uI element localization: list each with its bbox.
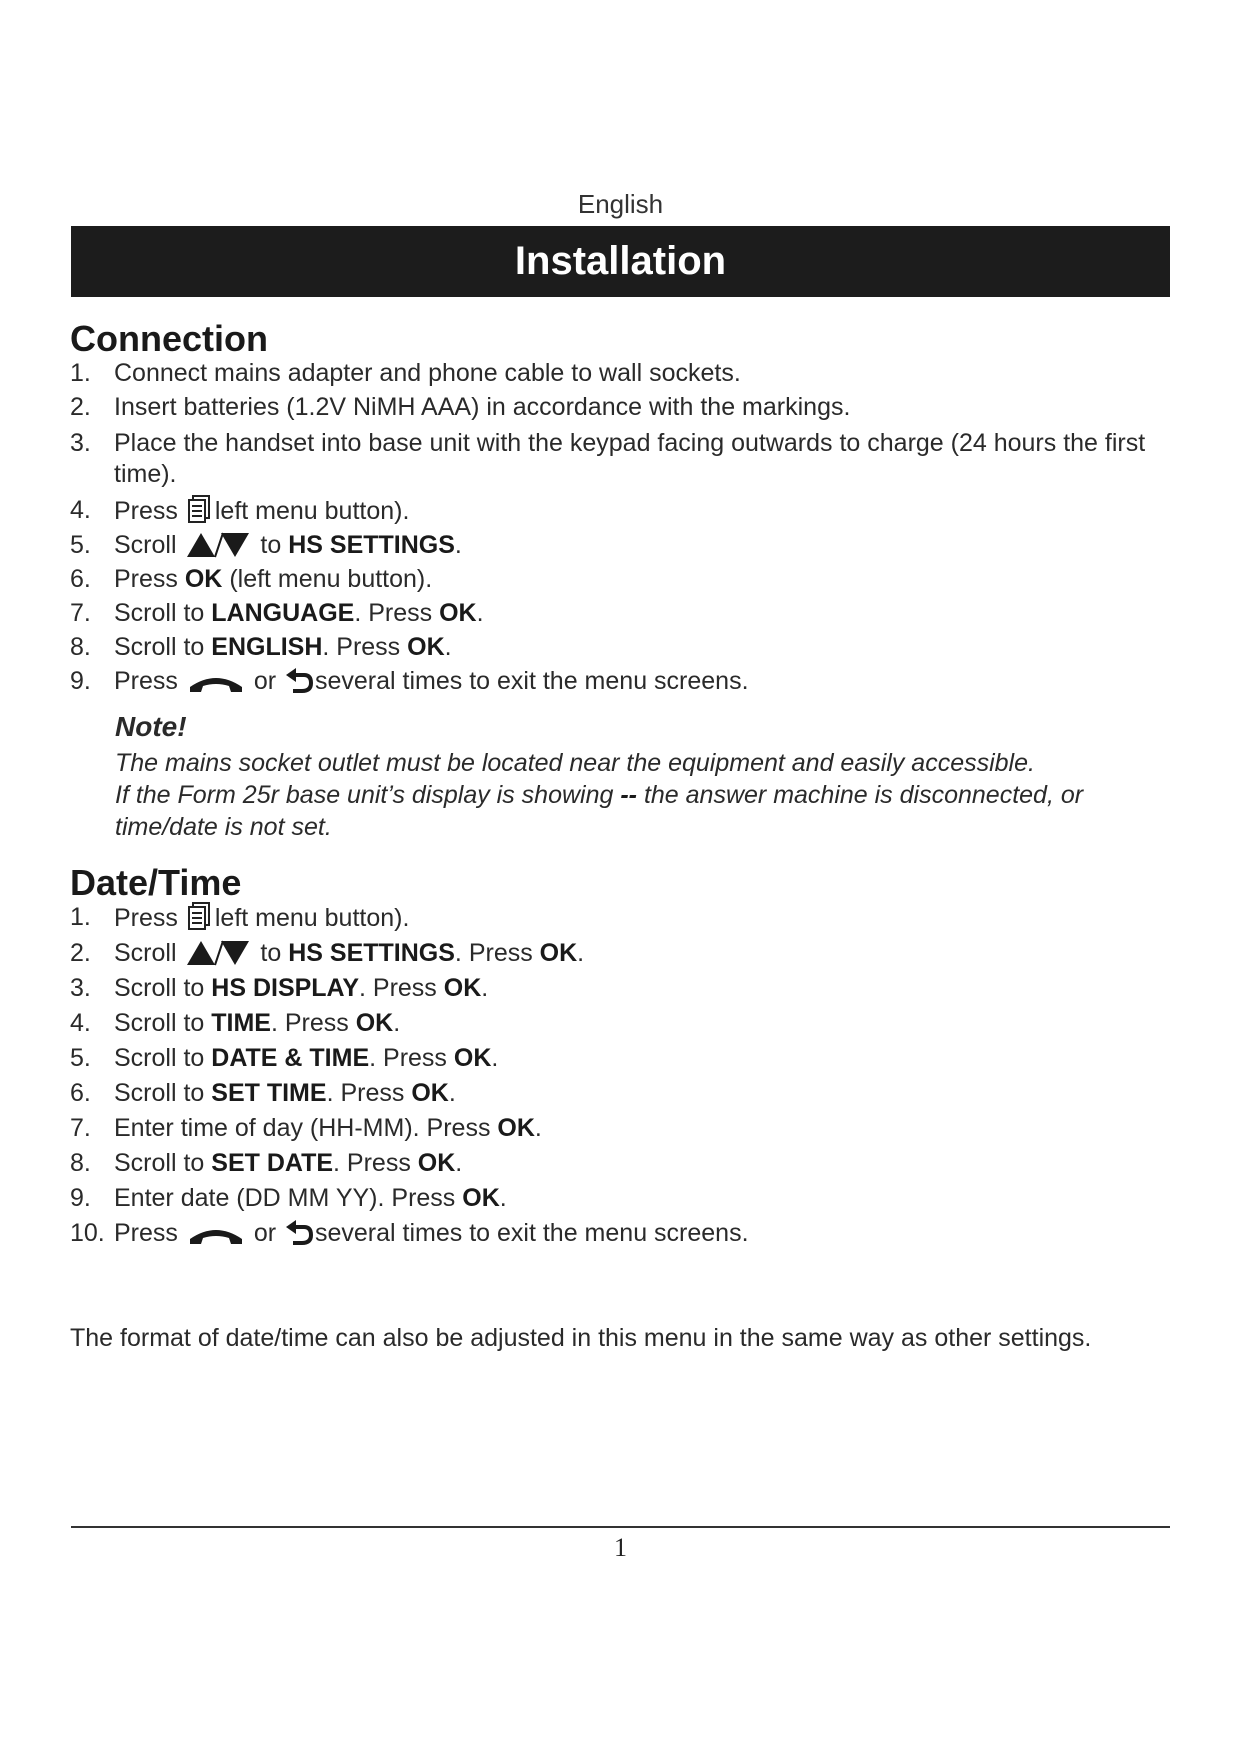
list-item: 6. Press OK (left menu button). [70,565,433,593]
list-item: 4. Press left menu button). [70,496,410,525]
list-item: 7. Enter time of day (HH-MM). Press OK. [70,1114,542,1142]
note-title: Note! [115,711,187,742]
list-item: 1. Press left menu button). [70,903,410,932]
page-banner [71,226,1170,297]
section-title-datetime: Date/Time [70,862,242,903]
language-label: English [577,189,664,219]
list-item: 5. Scroll to HS SETTINGS. [70,531,462,559]
back-arrow-icon [285,667,313,695]
note-block [115,711,1175,843]
end-call-handset-icon [187,1223,245,1247]
list-item: 9. Enter date (DD MM YY). Press OK. [70,1184,507,1212]
list-item: 8. Scroll to ENGLISH. Press OK. [70,633,452,661]
list-item: 3. Place the handset into base unit with the keypad facing outwards to charge (24 hours the first time). [70,429,1146,488]
list-item: 10. Press or several times to exit the menu screens. [70,1219,749,1247]
menu-button-icon [187,902,213,932]
up-down-arrows-icon [185,939,251,967]
page-number: 1 [614,1533,627,1562]
note-line: The mains socket outlet must be located near the equipment and easily accessible. [115,749,1035,777]
list-item: 6. Scroll to SET TIME. Press OK. [70,1079,456,1107]
list-item: 7. Scroll to LANGUAGE. Press OK. [70,599,484,627]
footer-note: The format of date/time can also be adjusted in this menu in the same way as other settings. [70,1324,1092,1352]
end-call-handset-icon [187,671,245,695]
list-item: 4. Scroll to TIME. Press OK. [70,1009,401,1037]
menu-button-icon [187,495,213,525]
list-item: 9. Press or several times to exit the menu screens. [70,667,749,695]
list-item: 1. Connect mains adapter and phone cable to wall sockets. [70,359,741,387]
banner-title: Installation [514,239,727,283]
note-line: If the Form 25r base unit’s display is showing -- the answer machine is disconnected, or time/date is not set. [115,781,1084,841]
datetime-steps [70,902,1170,1249]
list-item: 5. Scroll to DATE & TIME. Press OK. [70,1044,499,1072]
list-item: 2. Scroll to HS SETTINGS. Press OK. [70,939,585,967]
footer-divider [71,1526,1170,1528]
connection-steps [70,358,1170,697]
list-item: 2. Insert batteries (1.2V NiMH AAA) in accordance with the markings. [70,393,851,421]
back-arrow-icon [285,1219,313,1247]
list-item: 3. Scroll to HS DISPLAY. Press OK. [70,974,489,1002]
up-down-arrows-icon [185,531,251,559]
list-item: 8. Scroll to SET DATE. Press OK. [70,1149,463,1177]
section-title-connection: Connection [70,318,268,359]
